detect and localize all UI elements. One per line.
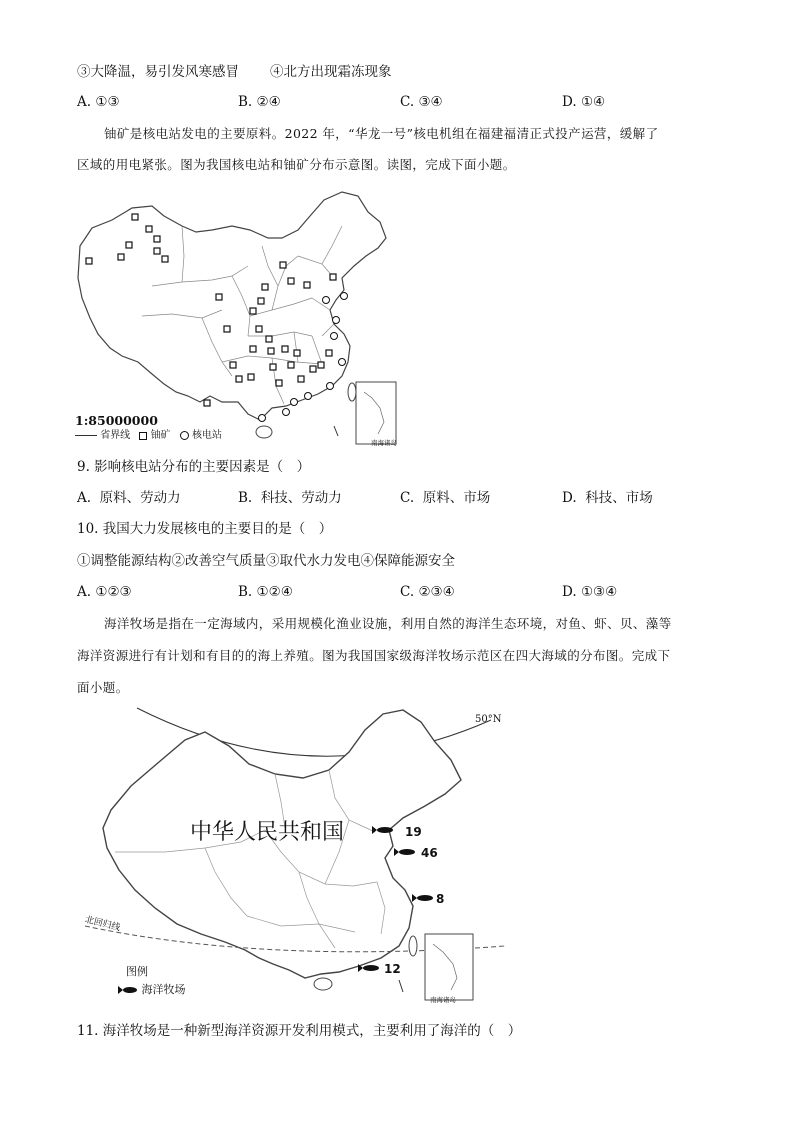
option-letter: B. [238,94,253,110]
q8-statement-3: ③大降温，易引发风寒感冒 [77,64,239,80]
map2-legend-title: 图例 [126,965,148,978]
option-text: 原料、劳动力 [99,490,181,506]
map2-legend-item [118,984,186,996]
map2-inset-label: 南海诸岛 [430,996,456,1004]
passage2-line3: 面小题。 [77,680,129,695]
q8-option-c[interactable] [400,96,443,110]
passage2-line1: 海洋牧场是指在一定海域内，采用规模化渔业设施，利用自然的海洋生态环境，对鱼、虾、贝、藻等 [104,616,672,631]
option-text: ①②④ [256,584,293,600]
map1-legend [75,431,222,441]
option-letter: D. [562,94,577,110]
option-letter: B. [238,584,253,600]
q9-option-b[interactable] [238,492,342,506]
china-outline [78,192,386,420]
q9-option-c[interactable] [400,492,490,506]
option-text: ②④ [256,94,281,110]
ranch-count-bohai: 19 [405,825,422,839]
legend-label-ranch: 海洋牧场 [141,983,186,996]
legend-label-border: 省界线 [100,430,131,441]
passage1-line2: 区域的用电紧张。图为我国核电站和铀矿分布示意图。读图，完成下面小题。 [77,157,516,172]
uranium-square-icon [139,432,147,440]
option-text: 科技、市场 [585,490,653,506]
option-text: ①④ [580,94,606,110]
option-letter: D. [562,584,577,600]
legend-label-uranium: 铀矿 [150,430,171,441]
map2-country-label: 中华人民共和国 [190,820,345,845]
q10-statements: ①调整能源结构②改善空气质量③取代水力发电④保障能源安全 [77,553,455,569]
q9-stem: 9. 影响核电站分布的主要因素是（ ） [77,459,311,475]
map1-inset-label: 南海诸岛 [371,439,397,447]
option-letter: D. [562,490,577,506]
q8-option-d[interactable] [562,96,605,110]
option-letter: C. [400,94,415,110]
q10-stem: 10. 我国大力发展核电的主要目的是（ ） [77,521,333,537]
marine-ranch-map [85,702,505,1008]
option-text: ①②③ [95,584,132,600]
q8-option-b[interactable] [238,96,281,110]
legend-label-nuclear: 核电站 [191,430,222,441]
map2-tropic-label: 北回归线 [83,915,122,934]
option-letter: A. [77,490,92,506]
option-text: ①③ [95,94,120,110]
q10-option-a[interactable] [77,586,132,600]
map2-lat-label: 50°N [475,714,502,725]
option-letter: C. [400,584,415,600]
ranch-count-east: 8 [436,892,445,906]
passage1-line1: 铀矿是核电站发电的主要原料。2022 年，“华龙一号”核电机组在福建福清正式投产运营，缓解了 [104,126,659,141]
uranium-nuclear-map [72,186,402,448]
q8-option-a[interactable] [77,96,120,110]
ranch-count-yellow: 46 [421,846,438,860]
option-text: ②③④ [418,584,455,600]
q9-option-d[interactable] [562,492,653,506]
option-letter: B. [238,490,253,506]
q10-option-c[interactable] [400,586,455,600]
fish-icon [118,985,138,996]
q9-option-a[interactable] [77,492,181,506]
option-text: ①③④ [580,584,618,600]
option-text: ③④ [418,94,443,110]
nuclear-circle-icon [180,431,189,440]
map1-scale: 1:85000000 [75,413,158,428]
option-letter: A. [77,94,92,110]
province-line-icon [75,435,97,436]
ranch-count-south: 12 [384,962,401,976]
option-text: 原料、市场 [422,490,491,506]
option-text: 科技、劳动力 [260,490,342,506]
q11-stem: 11. 海洋牧场是一种新型海洋资源开发利用模式，主要利用了海洋的（ ） [77,1023,522,1039]
q10-option-b[interactable] [238,586,293,600]
passage2-line2: 海洋资源进行有计划和有目的的海上养殖。图为我国国家级海洋牧场示范区在四大海域的分布图。完成下 [77,648,671,663]
q8-statement-4: ④北方出现霜冻现象 [270,64,392,80]
option-letter: A. [77,584,92,600]
q10-option-d[interactable] [562,586,617,600]
option-letter: C. [400,490,415,506]
